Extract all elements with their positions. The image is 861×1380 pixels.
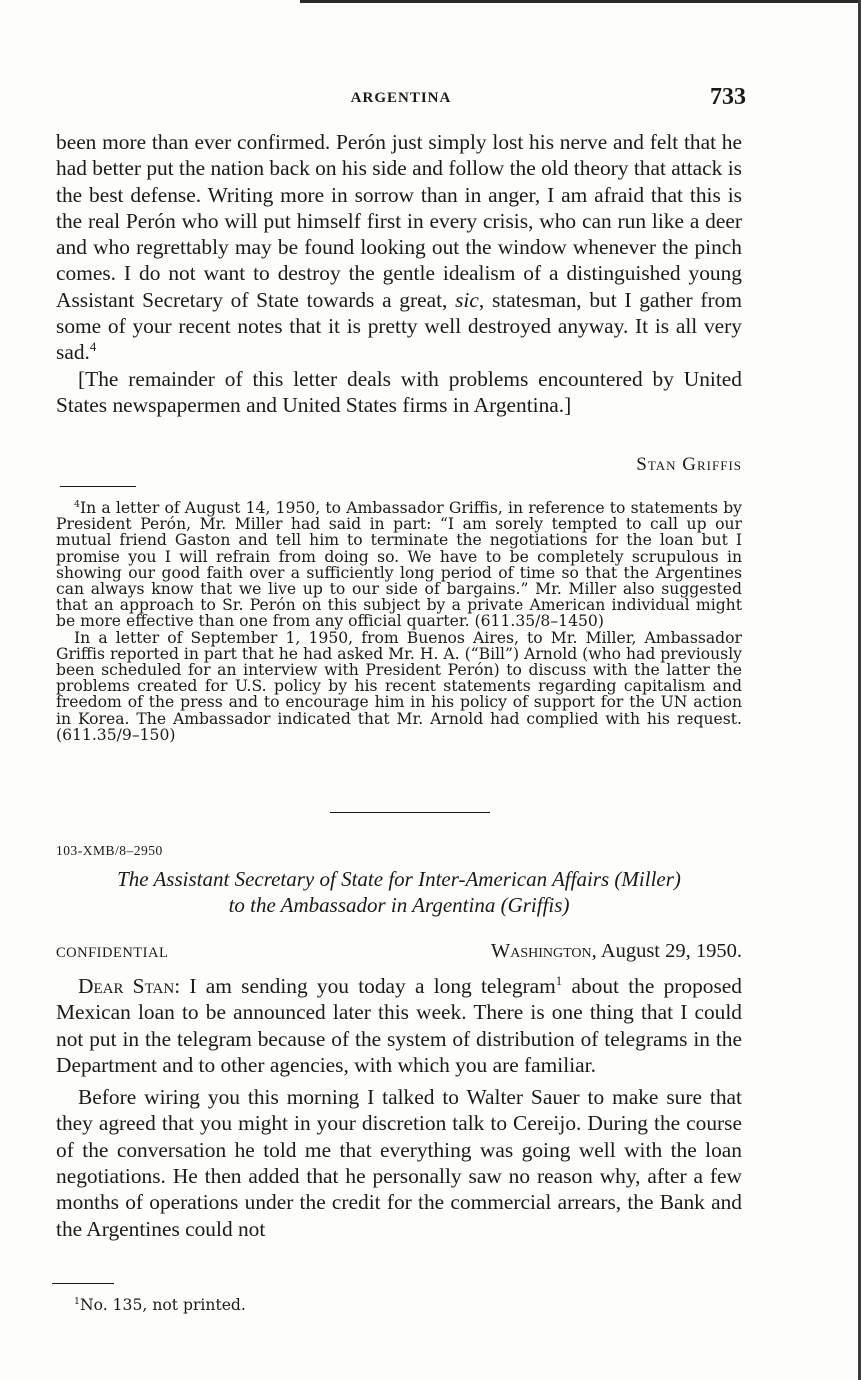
page-number: 733 xyxy=(710,84,746,110)
footnote-reference: 4 xyxy=(89,340,97,355)
paragraph-text: about the proposed Mexican loan to be announced later this week. There is one thing that I could not put in the telegram because of the system of distribution of telegrams in the Department and to other agencies, with which you are familiar. xyxy=(56,974,742,1077)
footnote-text: In a letter of August 14, 1950, to Ambassador Griffis, in reference to statements by President Perón, Mr. Miller had said in part: “I am sorely tempted to call up our mutual friend Gaston and tell him to terminate the negotiations for the loan but I promise you I will refrain from doing so. We have to be completely scrupulous in showing our good faith over a sufficiently long period of time so that the Argentines can always know that we live up to our side of bargains.” Mr. Miller also suggested that an approach to Sr. Perón on this subject by a private American individual might be more effective than one from any official quarter. (611.35/8–1450) xyxy=(56,499,742,631)
salutation: Dear Stan xyxy=(78,974,175,998)
place-date xyxy=(491,940,742,963)
footnote-paragraph: In a letter of September 1, 1950, from Buenos Aires, to Mr. Miller, Ambassador Griffis reported in part that he had asked Mr. H. A. (“Bill”) Arnold (who had previously been scheduled for an interview with President Perón) to discuss with the latter the problems created for U.S. policy by his recent statements regarding capitalism and freedom of the press and to encourage him in his policy of support for the UN action in Korea. The Ambassador indicated that Mr. Arnold had complied with his request. (611.35/9–150) xyxy=(56,628,742,744)
letter-paragraph: [The remainder of this letter deals with problems encountered by United States newspapermen and United States firms in Argentina.] xyxy=(56,366,742,417)
place: Washington xyxy=(490,940,592,962)
document-file-id: 103-XMB/8–2950 xyxy=(56,843,163,858)
footnote-marker: 1 xyxy=(74,1295,80,1307)
footnote-marker: 4 xyxy=(74,498,80,510)
classification-label: CONFIDENTIAL xyxy=(56,945,169,961)
section-divider xyxy=(330,812,490,813)
footnote-text: No. 135, not printed. xyxy=(79,1296,246,1314)
footnote-paragraph xyxy=(56,1297,742,1313)
paragraph-text: been more than ever confirmed. Perón just simply lost his nerve and felt that he had better put the nation back on his side and follow the old theory that attack is the best defense. Writing more in sorrow than in anger, I am afraid that this is the real Perón who will put himself first in every crisis, who can run like a deer and who regrettably may be found looking out the window whenever the pinch comes. I do not want to destroy the gentle idealism of a distinguished young Assistant Secretary of State towards a great, xyxy=(56,130,742,312)
footnote-1 xyxy=(56,1297,742,1313)
document-meta xyxy=(56,940,742,966)
letter-paragraph xyxy=(56,129,742,366)
page-header xyxy=(56,84,746,114)
footnote-rule xyxy=(52,1283,114,1284)
title-line: to the Ambassador in Argentina (Griffis) xyxy=(228,893,570,917)
signature: Stan Griffis xyxy=(636,454,742,475)
footnote-rule xyxy=(60,486,136,487)
document-title xyxy=(56,866,742,918)
paragraph-text: : I am sending you today a long telegram xyxy=(174,974,556,998)
memo-paragraph xyxy=(56,973,742,1078)
footnote-4 xyxy=(56,500,742,743)
letter-body xyxy=(56,129,742,418)
title-line: The Assistant Secretary of State for Inter-American Affairs (Miller) xyxy=(117,867,681,891)
sic-italic: sic xyxy=(455,287,479,312)
paragraph-text: , statesman, but I gather from some of your recent notes that it is pretty well destroyed anyway. It is all very sad. xyxy=(56,287,742,365)
date: , August 29, 1950. xyxy=(591,940,742,962)
scan-border-top xyxy=(300,0,861,3)
footnote-paragraph xyxy=(56,500,742,630)
memo-body xyxy=(56,973,742,1242)
memo-paragraph: Before wiring you this morning I talked to Walter Sauer to make sure that they agreed that you might in your discretion talk to Cereijo. During the course of the conversation he told me that everything was going well with the loan negotiations. He then added that he personally saw no reason why, after a few months of operations under the credit for the commercial arrears, the Bank and the Argentines could not xyxy=(56,1085,742,1241)
footnote-reference: 1 xyxy=(555,973,563,988)
running-head: ARGENTINA xyxy=(350,90,452,106)
